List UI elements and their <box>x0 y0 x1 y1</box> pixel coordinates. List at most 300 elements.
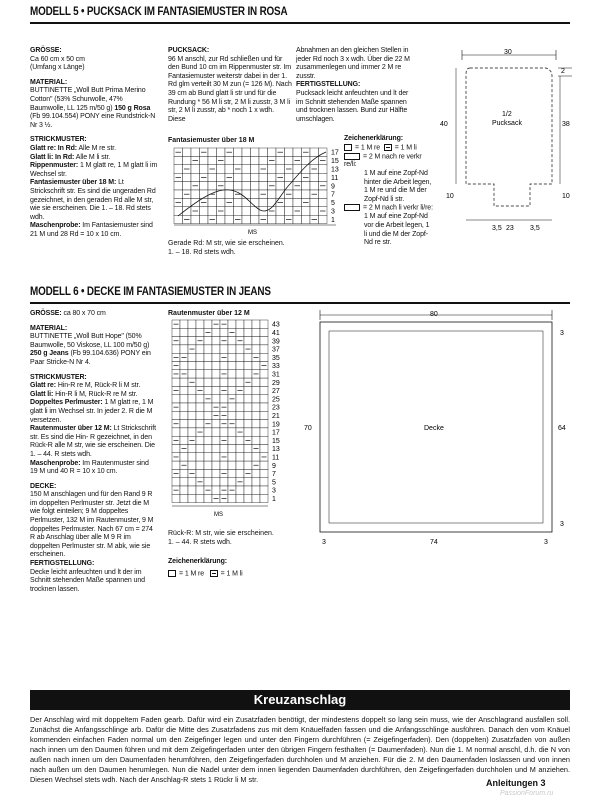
svg-text:3: 3 <box>322 539 326 546</box>
chart-cell <box>180 345 188 353</box>
chart-cell <box>252 337 260 345</box>
m5-dim-top: 30 <box>504 49 512 56</box>
chart-cell <box>180 411 188 419</box>
chart-cell <box>228 436 236 444</box>
chart-cell <box>204 370 212 378</box>
row-label: 27 <box>272 388 280 396</box>
chart-cell <box>259 148 268 156</box>
chart-cell <box>212 478 220 486</box>
chart-cell <box>204 478 212 486</box>
chart-cell <box>260 461 268 469</box>
chart-cell <box>319 165 328 173</box>
chart-cell <box>196 403 204 411</box>
chart-cell <box>251 165 260 173</box>
chart-cell <box>220 395 228 403</box>
row-label: 15 <box>331 158 339 166</box>
chart-cell <box>204 386 212 394</box>
chart-cell <box>204 353 212 361</box>
chart-cell <box>310 182 319 190</box>
chart-cell <box>236 370 244 378</box>
row-label: 1 <box>331 216 335 224</box>
chart-cell <box>251 182 260 190</box>
chart-cell <box>191 190 200 198</box>
chart-cell <box>212 461 220 469</box>
chart-cell <box>244 411 252 419</box>
chart-cell <box>188 353 196 361</box>
chart-cell <box>196 436 204 444</box>
chart-cell <box>251 215 260 223</box>
model6-title: MODELL 6 • DECKE IM FANTASIEMUSTER IN JEANS <box>30 286 271 298</box>
chart-cell <box>212 378 220 386</box>
chart-cell <box>208 207 217 215</box>
chart-cell <box>302 215 311 223</box>
chart-cell <box>252 478 260 486</box>
chart-cell <box>188 453 196 461</box>
chart-cell <box>310 207 319 215</box>
chart-cell <box>285 207 294 215</box>
chart-cell <box>228 428 236 436</box>
chart-cell <box>180 320 188 328</box>
chart-cell <box>183 148 192 156</box>
chart-cell <box>196 395 204 403</box>
chart-cell <box>293 215 302 223</box>
chart-cell <box>212 420 220 428</box>
chart-cell <box>260 337 268 345</box>
model5-key: Zeichenerklärung: = 1 M re = 1 M li = 2 M nach re verkr re/li: 1 M auf eine Zopf-Nd hinter die Arbeit legen, 1 M re und die M der Zopf-Nd li str. = 2 M nach li verkr li/re: 1 M auf eine Zopf-Nd vor die Arbeit legen, 1 li und die M der Zopf-Nd re str. <box>344 135 433 247</box>
chart-cell <box>242 156 251 164</box>
chart-cell <box>260 370 268 378</box>
chart-cell <box>180 386 188 394</box>
chart-cell <box>236 362 244 370</box>
chart-cell <box>236 436 244 444</box>
svg-text:Decke: Decke <box>424 425 444 432</box>
chart-cell <box>260 436 268 444</box>
chart-cell <box>217 215 226 223</box>
chart-cell <box>244 395 252 403</box>
chart-cell <box>208 173 217 181</box>
chart-cell <box>293 198 302 206</box>
chart-cell <box>251 190 260 198</box>
row-label: 23 <box>272 404 280 412</box>
chart-cell <box>252 378 260 386</box>
chart-cell <box>183 173 192 181</box>
chart-cell <box>236 486 244 494</box>
chart-cell <box>172 378 180 386</box>
svg-text:23: 23 <box>506 225 514 232</box>
chart-cell <box>220 378 228 386</box>
chart-cell <box>196 362 204 370</box>
row-label: 1 <box>272 495 276 503</box>
m5-outline <box>466 68 552 206</box>
chart-cell <box>188 428 196 436</box>
chart-cell <box>244 370 252 378</box>
chart-cell <box>180 395 188 403</box>
chart-cell <box>188 494 196 502</box>
row-label: 9 <box>272 462 276 470</box>
chart-cell <box>252 469 260 477</box>
chart-cell <box>204 461 212 469</box>
chart-cell <box>196 461 204 469</box>
chart-cell <box>196 453 204 461</box>
chart-cell <box>260 403 268 411</box>
model5-col1: GRÖSSE: Ca 60 cm x 50 cm (Umfang x Länge) MATERIAL: BUTTINETTE „Woll Butt Prima Merino Cotton" (53% Schurwolle, 47% Baumwolle, LL 125 m/50 g) 150 g Rosa (Fb 99.104.554) PONY eine Rundstrick-N Nr 3 ½. STRICKMUSTER: Glatt re: In Rd: Alle M re str. Glatt li: In Rd: Alle M li str. Rippenmuster: 1 M glatt re, 1 M glatt li im Wechsel str. Fantasiemuster über 18 M: Lt Strickschrift str. Es sind die ungeraden Rd gezeichnet, in den geraden Rd alle M str, wie sie erscheinen. Die 1. – 18. Rd stets wdh. Maschenprobe: Im Fantasiemuster sind 21 M und 28 Rd = 10 x 10 cm. <box>30 47 158 238</box>
cable-left-symbol <box>344 204 360 211</box>
svg-text:1/2: 1/2 <box>502 111 512 118</box>
chart-cell <box>259 182 268 190</box>
chart-cell <box>220 362 228 370</box>
chart-cell <box>234 156 243 164</box>
chart-cell <box>260 320 268 328</box>
chart-cell <box>174 165 183 173</box>
row-label: 41 <box>272 329 280 337</box>
chart-cell <box>208 156 217 164</box>
chart-cell <box>174 182 183 190</box>
row-label: 5 <box>331 200 335 208</box>
chart-cell <box>236 420 244 428</box>
chart-cell <box>285 198 294 206</box>
chart-cell <box>244 386 252 394</box>
chart-cell <box>204 320 212 328</box>
chart-cell <box>244 445 252 453</box>
chart-cell <box>260 445 268 453</box>
kreuzanschlag-banner: Kreuzanschlag <box>30 690 570 710</box>
svg-text:40: 40 <box>440 121 448 128</box>
chart-cell <box>252 494 260 502</box>
chart-cell <box>204 494 212 502</box>
chart-cell <box>252 453 260 461</box>
svg-text:3: 3 <box>560 330 564 337</box>
chart-cell <box>228 445 236 453</box>
chart-cell <box>225 182 234 190</box>
chart-cell <box>212 428 220 436</box>
watermark: PassionForum.ru <box>500 790 554 797</box>
chart-cell <box>244 362 252 370</box>
chart-cell <box>244 494 252 502</box>
chart-cell <box>191 165 200 173</box>
model6-key: Zeichenerklärung: = 1 M re = 1 M li <box>168 558 243 577</box>
chart-cell <box>252 328 260 336</box>
chart-cell <box>259 156 268 164</box>
chart-cell <box>236 469 244 477</box>
chart-cell <box>228 320 236 328</box>
chart-cell <box>244 428 252 436</box>
model6-rule <box>30 302 570 304</box>
chart-cell <box>188 395 196 403</box>
chart-cell <box>196 486 204 494</box>
chart-cell <box>302 190 311 198</box>
row-label: 13 <box>331 166 339 174</box>
chart-cell <box>220 328 228 336</box>
heading: GRÖSSE: <box>30 47 62 54</box>
chart-cell <box>236 353 244 361</box>
chart-cell <box>174 215 183 223</box>
row-label: 15 <box>272 437 280 445</box>
chart-cell <box>172 428 180 436</box>
chart-cell <box>196 411 204 419</box>
chart-cell <box>212 362 220 370</box>
chart-cell <box>172 345 180 353</box>
svg-text:3,5: 3,5 <box>492 225 502 232</box>
chart-cell <box>188 486 196 494</box>
row-label: 9 <box>331 183 335 191</box>
chart-cell <box>260 378 268 386</box>
chart-cell <box>242 198 251 206</box>
chart-cell <box>191 148 200 156</box>
chart-cell <box>244 403 252 411</box>
chart-cell <box>251 173 260 181</box>
chart-cell <box>220 478 228 486</box>
chart-cell <box>225 215 234 223</box>
chart-cell <box>180 403 188 411</box>
svg-text:3: 3 <box>560 521 564 528</box>
row-label: 11 <box>331 174 339 182</box>
model6-schematic <box>296 308 576 552</box>
chart-cell <box>220 445 228 453</box>
chart-cell <box>191 215 200 223</box>
chart-cell <box>180 328 188 336</box>
row-label: 17 <box>272 429 280 437</box>
chart-cell <box>204 469 212 477</box>
chart-cell <box>252 420 260 428</box>
chart-cell <box>188 370 196 378</box>
chart-cell <box>234 198 243 206</box>
chart-cell <box>228 461 236 469</box>
model6-chart-title: Rautenmuster über 12 M <box>168 310 250 317</box>
chart-cell <box>172 478 180 486</box>
chart-cell <box>228 370 236 378</box>
chart-cell <box>228 386 236 394</box>
chart-cell <box>196 420 204 428</box>
model6-chart-grid <box>172 320 268 503</box>
chart-cell <box>285 148 294 156</box>
chart-cell <box>228 469 236 477</box>
chart-cell <box>268 165 277 173</box>
row-label: 29 <box>272 379 280 387</box>
chart-cell <box>319 190 328 198</box>
chart-cell <box>260 428 268 436</box>
chart-cell <box>196 328 204 336</box>
row-label: 17 <box>331 149 339 157</box>
row-label: 31 <box>272 371 280 379</box>
chart-cell <box>268 148 277 156</box>
chart-cell <box>236 461 244 469</box>
chart-cell <box>188 362 196 370</box>
chart-cell <box>212 353 220 361</box>
model5-chart-note2: 1. – 18. Rd stets wdh. <box>168 249 236 256</box>
chart-cell <box>234 182 243 190</box>
chart-cell <box>252 362 260 370</box>
chart-cell <box>183 182 192 190</box>
chart-cell <box>236 345 244 353</box>
chart-cell <box>259 198 268 206</box>
chart-cell <box>180 420 188 428</box>
chart-cell <box>302 182 311 190</box>
chart-cell <box>251 148 260 156</box>
chart-cell <box>236 395 244 403</box>
chart-cell <box>208 198 217 206</box>
chart-cell <box>310 198 319 206</box>
chart-cell <box>225 190 234 198</box>
chart-cell <box>228 411 236 419</box>
chart-cell <box>204 403 212 411</box>
row-label: 3 <box>331 208 335 216</box>
chart-cell <box>212 386 220 394</box>
svg-text:10: 10 <box>446 193 454 200</box>
chart-cell <box>259 173 268 181</box>
chart-cell <box>228 345 236 353</box>
chart-cell <box>174 190 183 198</box>
m6-dim-top: 80 <box>430 311 438 318</box>
chart-cell <box>228 353 236 361</box>
chart-cell <box>220 461 228 469</box>
svg-text:64: 64 <box>558 425 566 432</box>
chart-cell <box>236 445 244 453</box>
chart-cell <box>212 328 220 336</box>
model6-chart-note1: Rück-R: M str, wie sie erscheinen. <box>168 530 274 537</box>
chart-cell <box>319 173 328 181</box>
svg-text:3: 3 <box>544 539 548 546</box>
chart-cell <box>204 362 212 370</box>
chart-cell <box>285 156 294 164</box>
chart-cell <box>236 494 244 502</box>
chart-cell <box>228 494 236 502</box>
chart-cell <box>276 156 285 164</box>
chart-cell <box>180 486 188 494</box>
row-label: 19 <box>272 421 280 429</box>
chart-cell <box>242 173 251 181</box>
chart-cell <box>212 445 220 453</box>
chart-cell <box>252 345 260 353</box>
row-label: 25 <box>272 396 280 404</box>
chart-cell <box>188 320 196 328</box>
chart-cell <box>302 207 311 215</box>
chart-cell <box>204 337 212 345</box>
chart-cell <box>244 353 252 361</box>
chart-cell <box>225 156 234 164</box>
chart-cell <box>228 403 236 411</box>
chart-cell <box>260 328 268 336</box>
chart-cell <box>252 428 260 436</box>
chart-cell <box>225 165 234 173</box>
svg-text:74: 74 <box>430 539 438 546</box>
page-footer: Anleitungen 3 <box>486 778 546 788</box>
model5-chart-grid <box>174 148 327 224</box>
chart-cell <box>293 190 302 198</box>
chart-cell <box>180 494 188 502</box>
chart-cell <box>204 378 212 386</box>
chart-cell <box>228 378 236 386</box>
chart-cell <box>310 156 319 164</box>
purl-symbol <box>384 144 392 151</box>
chart-cell <box>228 478 236 486</box>
chart-cell <box>200 182 209 190</box>
chart-cell <box>251 156 260 164</box>
chart-cell <box>252 403 260 411</box>
chart-cell <box>225 207 234 215</box>
chart-cell <box>196 445 204 453</box>
model6-chart-ms: MS <box>214 512 223 518</box>
chart-cell <box>196 469 204 477</box>
model5-col2: PUCKSACK: 96 M anschl, zur Rd schließen und für den Bund 10 cm im Rippenmuster str. Im Fantasiemuster weiterstr dabei in der 1. Rd glm verteilt 30 M zun (= 126 M). Nach 39 cm ab Bund glatt li str und für die Rundung * 56 M li str, 2 M li zusstr, 3 M li str, 2 M li zusstr, ab * noch 1 x wdh. Diese <box>168 47 292 123</box>
model5-rule <box>30 22 570 24</box>
chart-cell <box>196 378 204 386</box>
chart-cell <box>244 461 252 469</box>
chart-cell <box>212 469 220 477</box>
chart-cell <box>212 453 220 461</box>
chart-cell <box>196 370 204 378</box>
chart-cell <box>188 386 196 394</box>
chart-cell <box>236 403 244 411</box>
chart-cell <box>212 486 220 494</box>
chart-cell <box>234 148 243 156</box>
chart-cell <box>236 453 244 461</box>
chart-cell <box>172 494 180 502</box>
chart-cell <box>188 337 196 345</box>
chart-cell <box>172 395 180 403</box>
chart-cell <box>172 328 180 336</box>
chart-cell <box>196 494 204 502</box>
row-label: 39 <box>272 338 280 346</box>
model5-title: MODELL 5 • PUCKSACK IM FANTASIEMUSTER IN ROSA <box>30 6 288 18</box>
row-label: 7 <box>272 471 276 479</box>
chart-cell <box>252 411 260 419</box>
chart-cell <box>252 320 260 328</box>
chart-cell <box>244 420 252 428</box>
svg-text:3,5: 3,5 <box>530 225 540 232</box>
chart-cell <box>196 320 204 328</box>
cable-right-symbol <box>344 153 360 160</box>
model6-chart <box>168 318 292 522</box>
model5-chart-ms: MS <box>248 230 257 236</box>
chart-cell <box>276 182 285 190</box>
knit-symbol <box>344 144 352 151</box>
chart-cell <box>252 386 260 394</box>
chart-cell <box>188 411 196 419</box>
chart-cell <box>200 207 209 215</box>
chart-cell <box>242 182 251 190</box>
chart-cell <box>180 469 188 477</box>
chart-cell <box>212 395 220 403</box>
chart-cell <box>188 478 196 486</box>
row-label: 43 <box>272 321 280 329</box>
chart-cell <box>212 345 220 353</box>
chart-cell <box>268 173 277 181</box>
model5-chart <box>168 146 350 238</box>
chart-cell <box>319 215 328 223</box>
chart-cell <box>208 148 217 156</box>
row-label: 21 <box>272 412 280 420</box>
chart-cell <box>242 165 251 173</box>
chart-cell <box>236 411 244 419</box>
row-label: 37 <box>272 346 280 354</box>
chart-cell <box>228 453 236 461</box>
row-label: 3 <box>272 487 276 495</box>
model6-col1: GRÖSSE: ca 80 x 70 cm MATERIAL: BUTTINETTE „Woll Butt Hope" (50% Baumwolle, 50 Viskose, LL 100 m/50 g) 250 g Jeans (Fb 99.104.636) PONY ein Paar Stricke-N Nr 4. STRICKMUSTER: Glatt re: Hin-R re M, Rück-R li M str. Glatt li: Hin-R li M, Rück-R re M str. Doppeltes Perlmuster: 1 M glatt re, 1 M glatt li im Wechsel str. In jeder 2. R die M versetzen. Rautenmuster über 12 M: Lt Strickschrift str. Es sind die Hin- R gezeichnet, in den Rück-R alle M str, wie sie erscheinen. Die 1. – 44. R stets wdh. Maschenprobe: Im Rautenmuster sind 19 M und 40 R = 10 x 10 cm. DECKE: 150 M anschlagen und für den Rand 9 R im doppelten Perlmuster str. Jetzt die M wie folgt einteilen; 9 M doppeltes Perlmuster, 132 M im Rautenmuster, 9 M doppeltes Perlmuster. Nach 67 cm = 274 R ab Anschlag über alle M 9 R im doppelten Perlmuster str. M abk, wie sie erscheinen. FERTIGSTELLUNG: Decke leicht anfeuchten und lt der im Schnitt stehenden Maße spannen und trocknen lassen. <box>30 310 156 593</box>
chart-cell <box>293 148 302 156</box>
row-label: 11 <box>272 454 280 462</box>
chart-cell <box>200 190 209 198</box>
chart-cell <box>260 478 268 486</box>
chart-cell <box>244 453 252 461</box>
chart-cell <box>180 337 188 345</box>
purl-symbol <box>210 570 218 577</box>
chart-cell <box>268 215 277 223</box>
row-label: 13 <box>272 446 280 454</box>
chart-cell <box>217 165 226 173</box>
kreuzanschlag-text: Der Anschlag wird mit doppeltem Faden gearb. Dafür wird ein Zusatzfaden benötigt, der mindestens doppelt so lang sein muss, wie der Anschlagrand ausfallen soll. Zunächst die Anfangsschlinge arb. Dafür die Mitte des Zusatzfadens zus mit dem Knäuelfaden fassen und die Anfangsschlinge ausführen. Danach den vom Knäuel kommenden einfachen Faden normal um den Zeigefinger legen und unter den Fingern durchführen (= Zeigefingerfaden). Den (doppelten) Zusatzfaden von außen nach innen um den Daumen führen und mit dem Zeigefingerfaden unter den übrigen Fingern festhalten (= Daumenfaden). Nun die 1. M normal anschl, d.h. die N von außen nach innen um den Daumenfaden herumführen, den Zeigefingerfaden durchholen und M anziehen. Für die 2. M den Daumenfaden loslassen und von innen nach außen um den Daumen herumlegen. Nun die Nadel unter dem innen liegenden Daumenfaden durchführen, den Zeigefingerfaden durchholen und M anziehen. Diesen Wechsel stets wdh. Nach der Anschlag-R stets 1 Rückr li M str. <box>30 715 570 784</box>
chart-cell <box>260 420 268 428</box>
chart-cell <box>242 207 251 215</box>
